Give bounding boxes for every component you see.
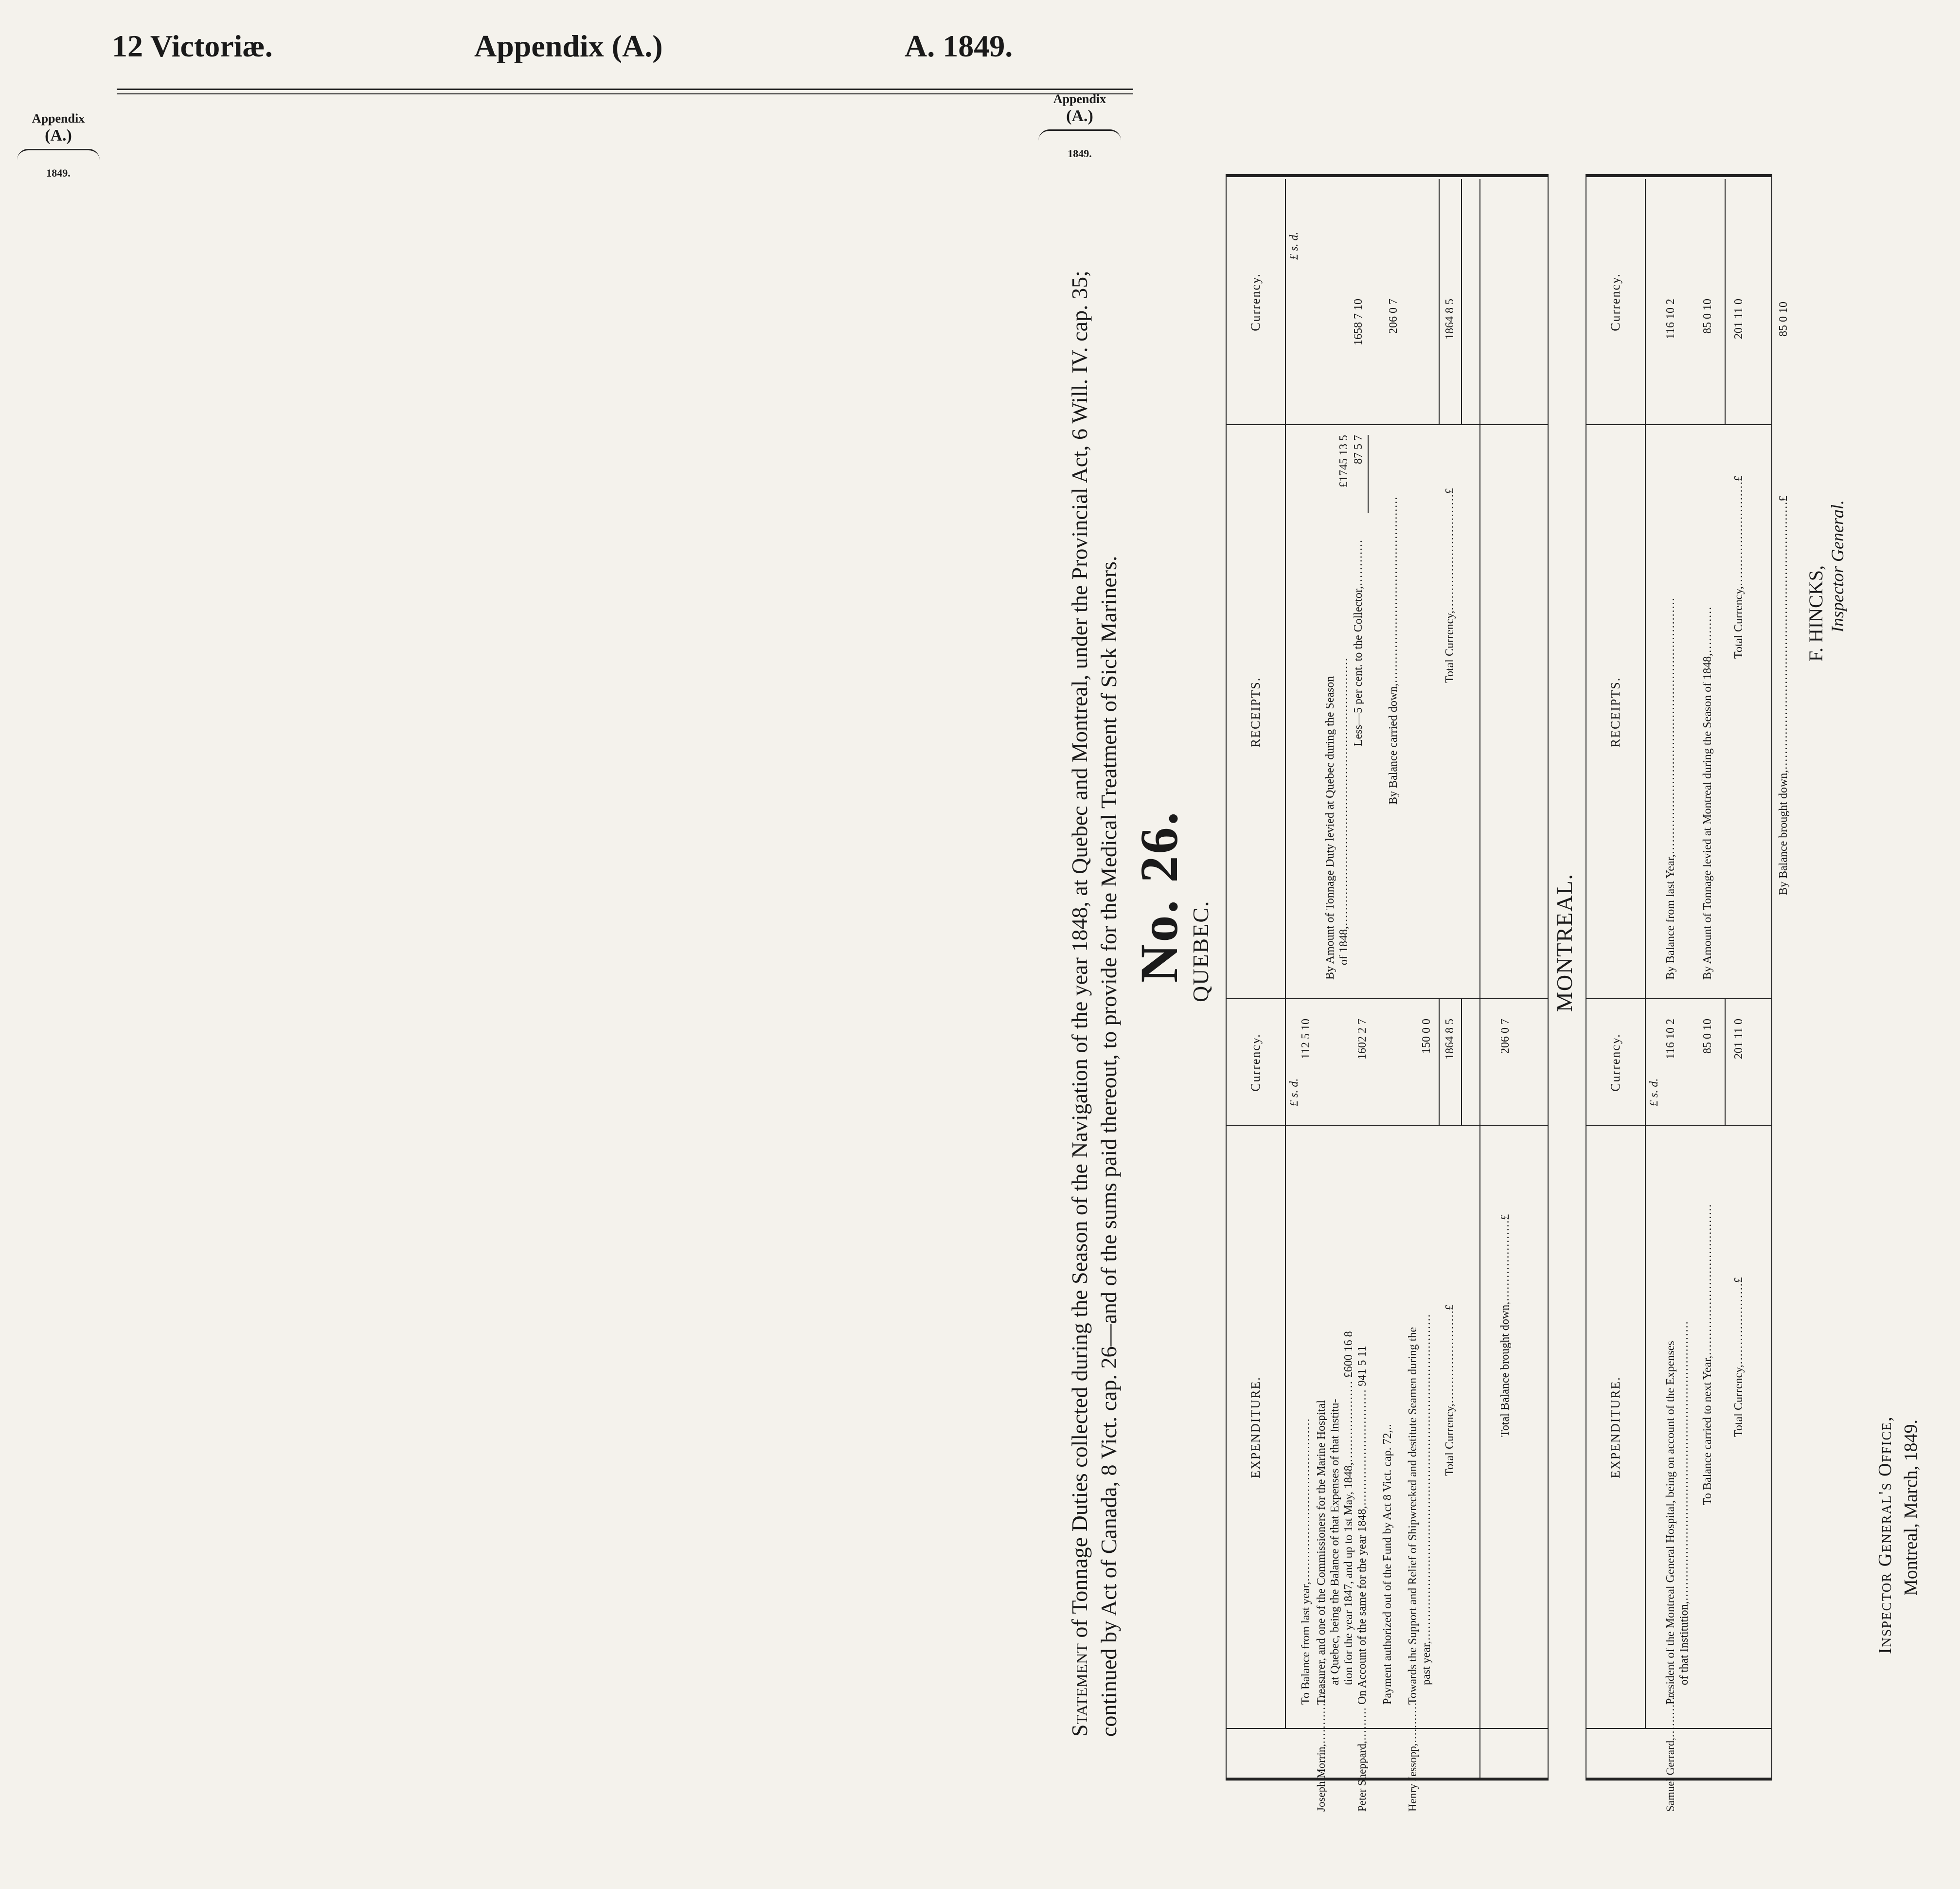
montreal-account-table <box>1586 174 1772 1812</box>
expenditure-line: To Balance from last year,…………………………………… <box>1300 1418 1312 1705</box>
margin-year: 1849. <box>1068 147 1092 160</box>
receipt-line: of 1848,…………………………………………………………… <box>1337 658 1350 965</box>
payee-name: Henry Jessopp,………… <box>1407 1698 1419 1812</box>
payee-name: Joseph Morrin,……………… <box>1315 1676 1327 1812</box>
quebec-account-table <box>1226 174 1549 1812</box>
quebec-exp-total-label: Total Currency,……………………£ <box>1443 1304 1456 1476</box>
header-rule <box>117 89 1133 90</box>
expenditure-line: President of the Montreal General Hospital, being on account of the Expenses <box>1664 1341 1677 1705</box>
office-block <box>1872 1416 1924 1654</box>
receipt-line: By Balance from last Year,………………………………………………………… <box>1664 597 1677 980</box>
expenditure-line: tion for the year 1847, and up to 1st May, 1848,………………… £600 16 8 <box>1342 1331 1355 1685</box>
receipt-line: Less—5 per cent. to the Collector,………… <box>1352 540 1365 746</box>
payee-name: Samuel Gerrard,………… <box>1664 1693 1676 1812</box>
document-number: No. 26. <box>1129 810 1189 983</box>
section-montreal: MONTREAL. <box>1552 873 1577 1012</box>
quebec-exp-total: 1864 8 5 <box>1443 1019 1456 1060</box>
expenditure-line: Treasurer, and one of the Commissioners for the Marine Hospital <box>1315 1400 1328 1705</box>
expenditure-amount: 1602 2 7 <box>1356 1019 1369 1060</box>
receipt-line: By Amount of Tonnage Duty levied at Quebec during the Season <box>1324 676 1336 980</box>
montreal-exp-total: 201 11 0 <box>1732 1019 1745 1060</box>
quebec-rec-units: £ s. d. <box>1288 232 1301 260</box>
receipt-subamount: 87 5 7 <box>1352 435 1365 464</box>
expenditure-line: past year,………………………………………………………………………… <box>1420 1314 1433 1685</box>
signature-name: F. HINCKS, <box>1805 565 1827 662</box>
montreal-rec-total-label: Total Currency,………………………£ <box>1732 475 1745 659</box>
receipt-amount: 1658 7 10 <box>1352 299 1365 345</box>
expenditure-line: at Quebec, being the Balance of that Expenses of that Institu- <box>1329 1399 1341 1685</box>
receipt-line: By Balance carried down,………………………………………… <box>1387 496 1400 805</box>
margin-appendix-letter: (A.) <box>45 126 72 145</box>
montreal-receipts-header: RECEIPTS. <box>1586 425 1646 999</box>
expenditure-line: of that Institution,……………………………………………………………… <box>1678 1321 1691 1685</box>
montreal-exp-currency-header: Currency. <box>1586 999 1646 1126</box>
office-name: Inspector General's Office, <box>1875 1416 1895 1654</box>
montreal-rec-currency-header: Currency. <box>1586 179 1646 425</box>
header-right: A. 1849. <box>905 29 1013 63</box>
payee-name: Peter Sheppard,……… <box>1356 1707 1368 1812</box>
quebec-brought-down: 206 0 7 <box>1499 1019 1512 1054</box>
expenditure-amount: 150 0 0 <box>1420 1019 1433 1054</box>
receipt-amount: 116 10 2 <box>1664 299 1677 340</box>
receipt-subamount: £1745 13 5 <box>1337 435 1350 487</box>
quebec-rec-currency-header: Currency. <box>1227 179 1286 425</box>
office-date: Montreal, March, 1849. <box>1901 1420 1922 1596</box>
expenditure-amount: 116 10 2 <box>1664 1019 1677 1060</box>
margin-bracket <box>17 149 100 160</box>
receipt-line: By Amount of Tonnage levied at Montreal during the Season of 1848,………… <box>1701 606 1714 980</box>
expenditure-line: To Balance carried to next Year,………………………………… <box>1701 1204 1714 1505</box>
signature-title: Inspector General. <box>1828 500 1847 632</box>
quebec-brought-down-label: Total Balance brought down,…………………£ <box>1499 1214 1512 1437</box>
montreal-expenditure-header: EXPENDITURE. <box>1586 1126 1646 1729</box>
quebec-exp-units: £ s. d. <box>1288 1078 1301 1106</box>
rotated-statement <box>1055 126 1960 1812</box>
document-title <box>1065 204 1123 1737</box>
margin-year: 1849. <box>46 166 71 179</box>
title-lead: Statement <box>1067 1643 1092 1737</box>
expenditure-line: On Account of the same for the year 1848,………………………… 941 5 11 <box>1356 1346 1369 1705</box>
quebec-receipts-header: RECEIPTS. <box>1227 425 1286 999</box>
header-rule-thin <box>117 93 1133 94</box>
expenditure-amount: 85 0 10 <box>1701 1019 1714 1054</box>
header-center: Appendix (A.) <box>474 29 663 63</box>
expenditure-line: Towards the Support and Relief of Shipwrecked and destitute Seamen during the <box>1407 1327 1419 1705</box>
receipt-amount: 85 0 10 <box>1701 299 1714 334</box>
margin-appendix: Appendix <box>32 111 85 126</box>
montreal-exp-units: £ s. d. <box>1648 1078 1660 1106</box>
montreal-rec-total: 201 11 0 <box>1732 299 1745 340</box>
receipt-amount: 206 0 7 <box>1387 299 1400 334</box>
expenditure-amount: 112 5 10 <box>1300 1019 1312 1060</box>
margin-appendix: Appendix <box>1053 92 1106 106</box>
margin-appendix-letter: (A.) <box>1066 107 1093 126</box>
quebec-exp-currency-header: Currency. <box>1227 999 1286 1126</box>
margin-note-left <box>10 111 107 180</box>
section-quebec: QUEBEC. <box>1188 900 1213 1002</box>
montreal-exp-total-label: Total Currency,…………………£ <box>1732 1277 1745 1437</box>
signature-block <box>1804 500 1848 662</box>
title-text: of Tonnage Duties collected during the Season of the Navigation of the year 1848, at Quebec and Montreal, under the Provincial Act, 6 Will. IV. cap. 35; continued by Act of Canada, 8 Vict. cap. 26—and of the sums paid thereout, to provide for the Medical Treatment of Sick Mariners. <box>1067 270 1121 1737</box>
quebec-rec-total: 1864 8 5 <box>1443 299 1456 340</box>
expenditure-line: Payment authorized out of the Fund by Act 8 Vict. cap. 72,.. <box>1381 1424 1394 1705</box>
quebec-rec-total-label: Total Currency,…………………………£ <box>1443 488 1456 683</box>
montreal-brought-down: 85 0 10 <box>1777 302 1790 337</box>
quebec-expenditure-header: EXPENDITURE. <box>1227 1126 1286 1729</box>
header-left: 12 Victoriæ. <box>112 29 273 63</box>
montreal-brought-down-label: By Balance brought down,……………………………………………………………£ <box>1777 495 1790 895</box>
